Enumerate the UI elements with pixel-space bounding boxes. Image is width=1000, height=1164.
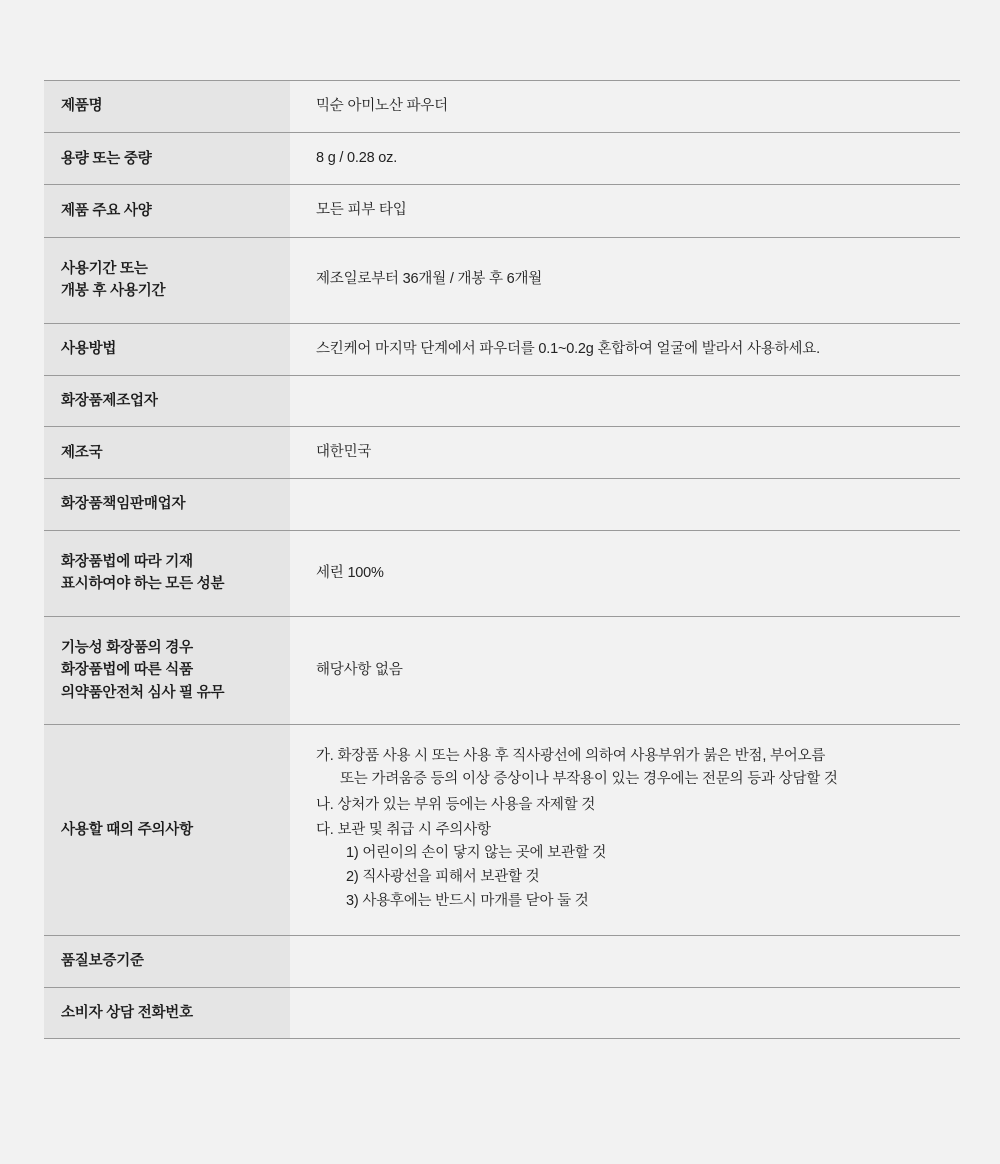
precaution-item: [316, 794, 948, 817]
spec-value-cell: [290, 427, 960, 479]
precaution-head: 다. 보관 및 취급 시 주의사항: [316, 821, 491, 838]
precaution-subitem: 1) 어린이의 손이 닿지 않는 곳에 보관할 것: [346, 844, 607, 861]
table-row: [44, 237, 960, 323]
table-row: [44, 81, 960, 133]
spec-value-line: 제조일로부터 36개월 / 개봉 후 6개월: [316, 271, 543, 288]
spec-label-cell: [44, 427, 290, 479]
precautions-list: [316, 745, 948, 913]
spec-value-cell: [290, 530, 960, 616]
table-row: [44, 427, 960, 479]
spec-label-line: 사용방법: [61, 340, 117, 357]
spec-value-line: 믹순 아미노산 파우더: [316, 98, 448, 114]
spec-value-cell: [290, 725, 960, 936]
spec-label-cell: [44, 725, 290, 936]
spec-label-line: 사용할 때의 주의사항: [61, 822, 193, 839]
table-row: [44, 375, 960, 426]
spec-label-cell: [44, 81, 290, 133]
spec-label-line: 화장품제조업자: [61, 392, 158, 409]
spec-label-line: 소비자 상담 전화번호: [61, 1004, 193, 1021]
table-row: [44, 133, 960, 185]
spec-label-cell: [44, 323, 290, 375]
spec-label-line: 의약품안전처 심사 필 유무: [61, 684, 225, 701]
spec-label-cell: [44, 479, 290, 530]
spec-label-cell: [44, 616, 290, 724]
spec-label-cell: [44, 987, 290, 1038]
precaution-item: [316, 745, 948, 791]
spec-value-cell: [290, 987, 960, 1038]
spec-label-cell: [44, 133, 290, 185]
precaution-subitem: 3) 사용후에는 반드시 마개를 닫아 둘 것: [346, 893, 589, 910]
spec-label-cell: [44, 237, 290, 323]
spec-value-cell: [290, 237, 960, 323]
table-row: [44, 479, 960, 530]
spec-value-line: 세린 100%: [316, 564, 384, 581]
spec-label-line: 기능성 화장품의 경우: [61, 639, 193, 656]
spec-label-line: 제품 주요 사양: [61, 202, 152, 219]
precaution-item: [316, 819, 948, 914]
spec-label-cell: [44, 936, 290, 987]
spec-value-cell: [290, 185, 960, 237]
spec-label-cell: [44, 375, 290, 426]
spec-label-line: 제조국: [61, 444, 103, 461]
spec-value-cell: [290, 479, 960, 530]
precaution-head: 가. 화장품 사용 시 또는 사용 후 직사광선에 의하여 사용부위가 붉은 반점, 부어오름: [316, 748, 826, 765]
spec-value-cell: [290, 323, 960, 375]
spec-label-cell: [44, 530, 290, 616]
precaution-continuation: 또는 가려움증 등의 이상 증상이나 부작용이 있는 경우에는 전문의 등과 상담할 것: [340, 771, 838, 788]
precaution-head: 나. 상처가 있는 부위 등에는 사용을 자제할 것: [316, 796, 596, 813]
table-row: [44, 530, 960, 616]
spec-label-line: 화장품책임판매업자: [61, 496, 186, 513]
table-row: [44, 725, 960, 936]
table-row: [44, 323, 960, 375]
spec-label-line: 용량 또는 중량: [61, 150, 152, 167]
spec-label-line: 제품명: [61, 98, 103, 115]
spec-label-line: 화장품법에 따른 식품: [61, 662, 193, 679]
spec-value-cell: [290, 375, 960, 426]
spec-label-line: 사용기간 또는: [61, 260, 148, 277]
product-spec-table: [44, 80, 960, 1039]
table-row: [44, 616, 960, 724]
table-row: [44, 936, 960, 987]
table-row: [44, 185, 960, 237]
spec-value-line: 8 g / 0.28 oz.: [316, 150, 398, 167]
spec-label-line: 화장품법에 따라 기재: [61, 553, 193, 570]
spec-value-line: 대한민국: [316, 444, 372, 461]
spec-value-cell: [290, 81, 960, 133]
spec-label-line: 개봉 후 사용기간: [61, 283, 166, 300]
spec-value-line: 모든 피부 타입: [316, 202, 407, 219]
spec-value-line: 해당사항 없음: [316, 661, 403, 678]
spec-label-line: 표시하여야 하는 모든 성분: [61, 576, 225, 593]
spec-label-cell: [44, 185, 290, 237]
spec-value-cell: [290, 133, 960, 185]
spec-value-line: 스킨케어 마지막 단계에서 파우더를 0.1~0.2g 혼합하여 얼굴에 발라서 사용하세요.: [316, 340, 820, 357]
spec-value-cell: [290, 936, 960, 987]
spec-value-cell: [290, 616, 960, 724]
spec-label-line: 품질보증기준: [61, 953, 144, 970]
precaution-subitem: 2) 직사광선을 피해서 보관할 것: [346, 869, 540, 886]
table-row: [44, 987, 960, 1038]
spec-table-body: [44, 81, 960, 1039]
